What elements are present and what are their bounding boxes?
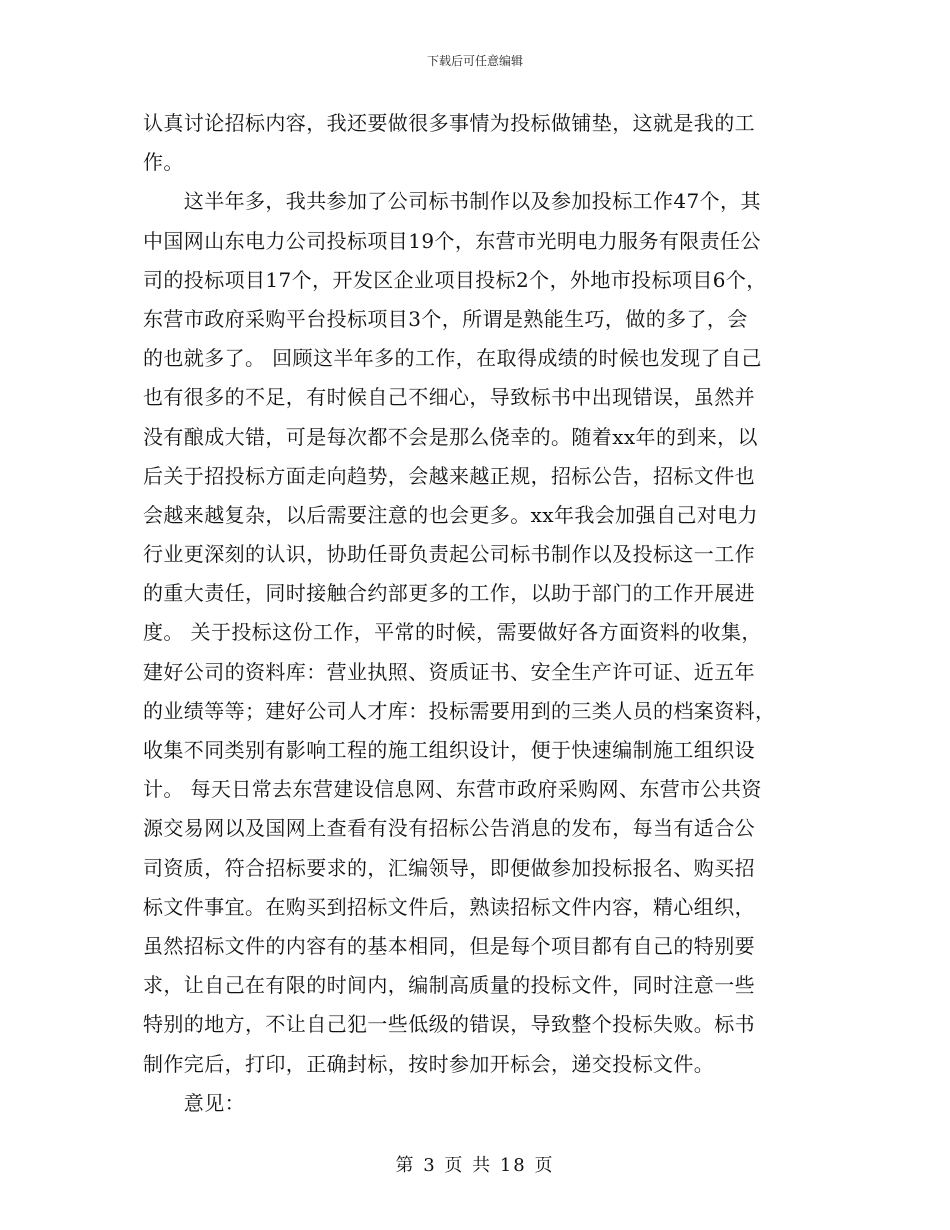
text-line: 东营市政府采购平台投标项目3个，所谓是熟能生巧，做的多了，会 <box>143 306 748 331</box>
page-header: 下载后可任意编辑 <box>426 54 523 68</box>
text-line: 这半年多，我共参加了公司标书制作以及参加投标工作47个，其 <box>143 189 761 214</box>
text-line: 的业绩等等；建好公司人才库：投标需要用到的三类人员的档案资料， <box>143 698 776 723</box>
text-line: 意见： <box>143 1090 245 1115</box>
text-line: 建好公司的资料库：营业执照、资质证书、安全生产许可证、近五年 <box>143 659 755 684</box>
text-line: 求，让自己在有限的时间内，编制高质量的投标文件，同时注意一些 <box>143 973 755 998</box>
text-line: 没有酿成大错，可是每次都不会是那么侥幸的。随着xx年的到来，以 <box>143 424 758 449</box>
text-line: 制作完后，打印，正确封标，按时参加开标会，递交投标文件。 <box>143 1051 715 1076</box>
page-number-footer: 第 3 页 共 18 页 <box>395 1155 555 1176</box>
text-line: 司资质，符合招标要求的，汇编领导，即便做参加投标报名、购买招 <box>143 855 755 880</box>
text-line: 作。 <box>143 150 184 175</box>
text-line: 认真讨论招标内容，我还要做很多事情为投标做铺垫，这就是我的工 <box>143 111 755 135</box>
text-line: 标文件事宜。在购买到招标文件后，熟读招标文件内容，精心组织， <box>143 894 755 919</box>
text-line: 度。 关于投标这份工作，平常的时候，需要做好各方面资料的收集， <box>143 620 762 645</box>
text-line: 虽然招标文件的内容有的基本相同，但是每个项目都有自己的特别要 <box>143 933 755 958</box>
text-line: 的也就多了。 回顾这半年多的工作，在取得成绩的时候也发现了自己 <box>143 346 762 371</box>
document-body <box>143 104 813 1123</box>
text-line: 源交易网以及国网上查看有没有招标公告消息的发布，每当有适合公 <box>143 816 755 841</box>
text-line: 后关于招投标方面走向趋势，会越来越正规，招标公告，招标文件也 <box>143 463 755 488</box>
text-line: 会越来越复杂，以后需要注意的也会更多。xx年我会加强自己对电力 <box>143 502 758 527</box>
text-line: 的重大责任，同时接触合约部更多的工作，以助于部门的工作开展进 <box>143 581 755 606</box>
text-line: 行业更深刻的认识，协助任哥负责起公司标书制作以及投标这一工作 <box>143 542 755 567</box>
text-line: 也有很多的不足，有时候自己不细心，导致标书中出现错误，虽然并 <box>143 385 755 410</box>
text-line: 司的投标项目17个，开发区企业项目投标2个，外地市投标项目6个， <box>143 267 767 292</box>
text-line: 特别的地方，不让自己犯一些低级的错误，导致整个投标失败。标书 <box>143 1012 755 1037</box>
text-line: 收集不同类别有影响工程的施工组织设计，便于快速编制施工组织设 <box>143 738 755 762</box>
text-line: 中国网山东电力公司投标项目19个，东营市光明电力服务有限责任公 <box>143 228 761 253</box>
text-line: 计。 每天日常去东营建设信息网、东营市政府采购网、东营市公共资 <box>143 777 762 802</box>
